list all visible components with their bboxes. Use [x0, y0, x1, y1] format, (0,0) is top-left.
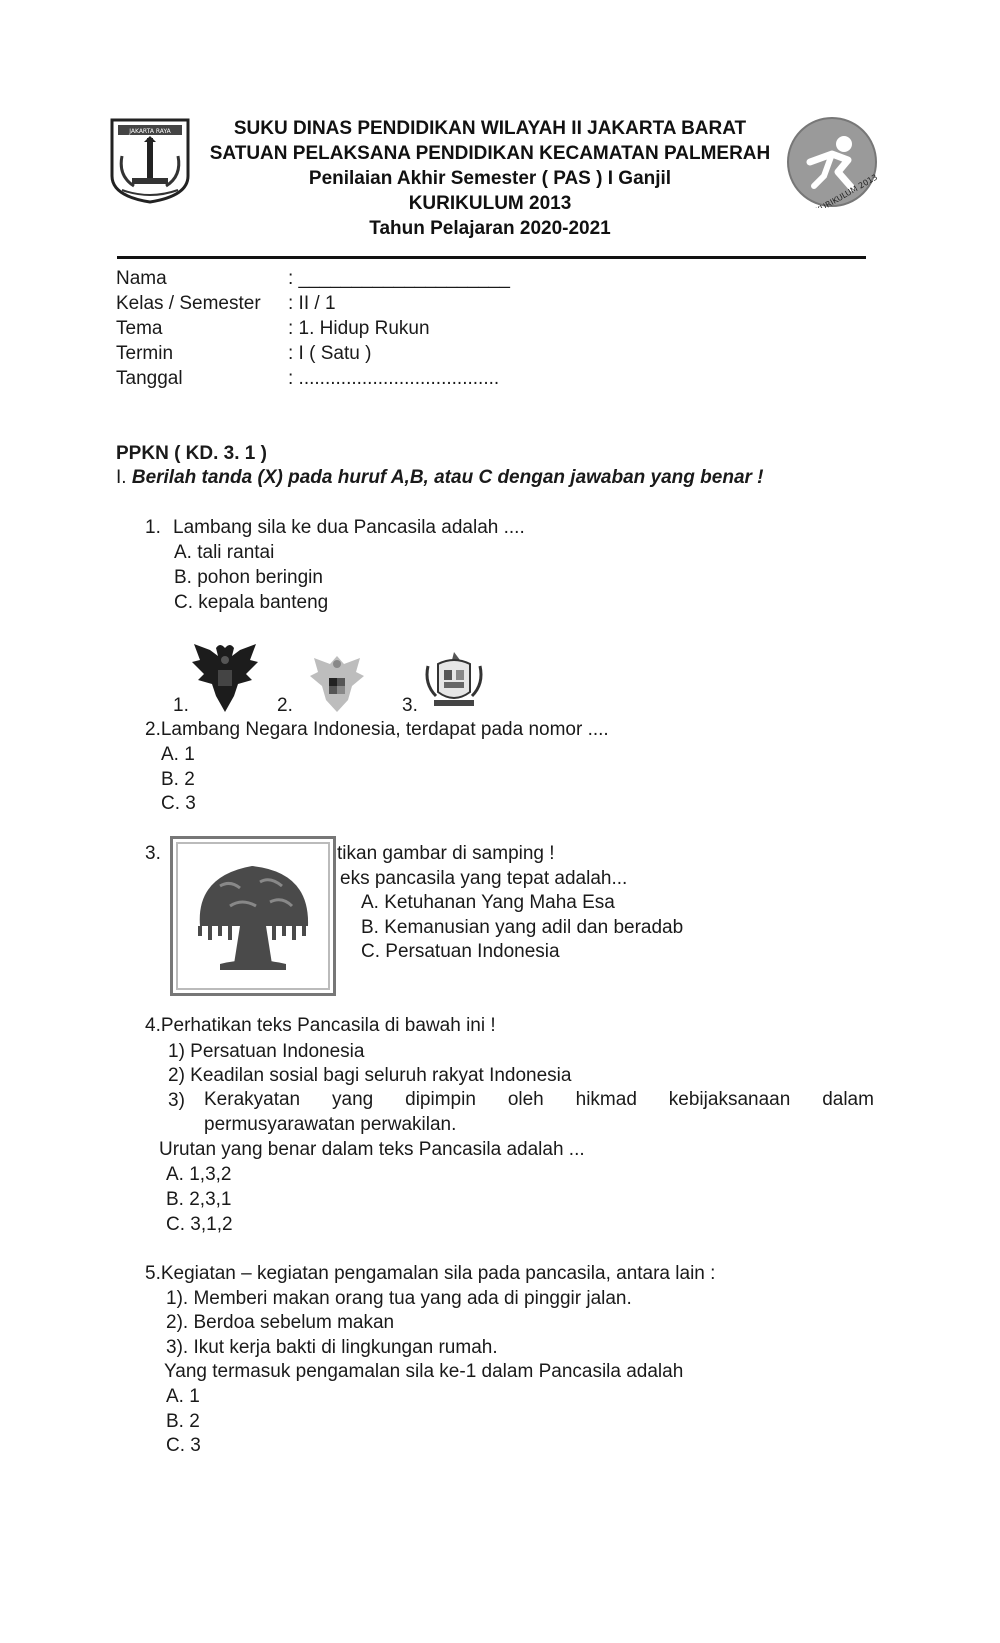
image-label-2: 2. [277, 695, 293, 716]
q4-item-3-number: 3) [168, 1090, 185, 1111]
q5-option-a[interactable]: A. 1 [166, 1386, 200, 1407]
header-line-1: SUKU DINAS PENDIDIKAN WILAYAH II JAKARTA BARAT [233, 118, 747, 139]
q4-item-2: 2) Keadilan sosial bagi seluruh rakyat Indonesia [168, 1065, 572, 1086]
q1-number: 1. [145, 517, 161, 538]
banyan-tree-image [170, 836, 336, 996]
q4-item-3-word: yang [332, 1089, 374, 1110]
garuda-dark-image [190, 640, 260, 716]
q3-option-a[interactable]: A. Ketuhanan Yang Maha Esa [361, 892, 615, 913]
q3-line-2: eks pancasila yang tepat adalah... [340, 868, 628, 889]
tema-value: : 1. Hidup Rukun [288, 318, 430, 339]
emblem-lettering: JAKARTA RAYA [129, 128, 171, 135]
q1-option-a[interactable]: A. tali rantai [174, 542, 275, 563]
q4-item-3-word: oleh [507, 1089, 544, 1110]
q4-option-c[interactable]: C. 3,1,2 [166, 1214, 233, 1235]
image-label-3: 3. [402, 695, 418, 716]
q4-item-1: 1) Persatuan Indonesia [168, 1041, 365, 1062]
kelas-label: Kelas / Semester [116, 293, 261, 314]
tema-label: Tema [116, 318, 163, 339]
q4-item-3-word: dipimpin [405, 1089, 476, 1110]
q4-option-a[interactable]: A. 1,3,2 [166, 1164, 232, 1185]
q3-line-1: tikan gambar di samping ! [337, 843, 555, 864]
q5-item-3: 3). Ikut kerja bakti di lingkungan rumah. [166, 1337, 498, 1358]
q4-question: Urutan yang benar dalam teks Pancasila adalah ... [159, 1139, 585, 1160]
instruction-prefix: I. [116, 467, 132, 488]
q1-option-b[interactable]: B. pohon beringin [174, 567, 323, 588]
q3-option-c[interactable]: C. Persatuan Indonesia [361, 941, 560, 962]
header-divider [117, 256, 866, 259]
jakarta-emblem-logo [108, 116, 192, 204]
q1-text: Lambang sila ke dua Pancasila adalah .... [173, 517, 525, 538]
q4-text: 4.Perhatikan teks Pancasila di bawah ini ! [145, 1015, 496, 1036]
q5-option-c[interactable]: C. 3 [166, 1435, 201, 1456]
section-instruction [116, 466, 764, 490]
q5-text: 5.Kegiatan – kegiatan pengamalan sila pada pancasila, antara lain : [145, 1263, 716, 1284]
section-title: PPKN ( KD. 3. 1 ) [116, 443, 267, 464]
nama-field[interactable]: : ____________________ [288, 268, 510, 289]
header-line-5: Tahun Pelajaran 2020-2021 [369, 218, 611, 239]
q4-item-3-word: hikmad [575, 1089, 637, 1110]
q4-item-3-word: kebijaksanaan [668, 1089, 791, 1110]
q3-number: 3. [145, 843, 161, 864]
q5-item-1: 1). Memberi makan orang tua yang ada di pinggir jalan. [166, 1288, 632, 1309]
nama-label: Nama [116, 268, 167, 289]
header-line-2: SATUAN PELAKSANA PENDIDIKAN KECAMATAN PALMERAH [209, 143, 771, 164]
q2-option-a[interactable]: A. 1 [161, 744, 195, 765]
q4-item-3-word: dalam [822, 1089, 874, 1110]
q2-text: 2.Lambang Negara Indonesia, terdapat pada nomor .... [145, 719, 609, 740]
malaysia-emblem-image [422, 650, 486, 712]
termin-label: Termin [116, 343, 174, 364]
termin-value: : I ( Satu ) [288, 343, 372, 364]
q5-item-2: 2). Berdoa sebelum makan [166, 1312, 395, 1333]
garuda-pancasila-image [306, 650, 368, 716]
q5-option-b[interactable]: B. 2 [166, 1411, 200, 1432]
logo-lettering: KURIKULUM 2013 [814, 172, 878, 208]
kurikulum-2013-logo [786, 116, 878, 208]
image-label-1: 1. [173, 695, 189, 716]
q4-item-3-continued: permusyarawatan perwakilan. [204, 1114, 457, 1135]
tanggal-field[interactable]: : ...................................... [288, 368, 500, 389]
q1-option-c[interactable]: C. kepala banteng [174, 592, 329, 613]
q5-question: Yang termasuk pengamalan sila ke-1 dalam Pancasila adalah [164, 1361, 684, 1382]
tanggal-label: Tanggal [116, 368, 183, 389]
q2-option-b[interactable]: B. 2 [161, 769, 195, 790]
q2-option-c[interactable]: C. 3 [161, 793, 196, 814]
kelas-value: : II / 1 [288, 293, 336, 314]
q4-item-3-word: Kerakyatan [204, 1089, 301, 1110]
q3-option-b[interactable]: B. Kemanusian yang adil dan beradab [361, 917, 684, 938]
q4-item-3-line [204, 1089, 874, 1111]
header-line-3: Penilaian Akhir Semester ( PAS ) I Ganjil [308, 168, 672, 189]
header-line-4: KURIKULUM 2013 [408, 193, 572, 214]
instruction-text: Berilah tanda (X) pada huruf A,B, atau C dengan jawaban yang benar ! [131, 467, 764, 488]
q4-option-b[interactable]: B. 2,3,1 [166, 1189, 232, 1210]
